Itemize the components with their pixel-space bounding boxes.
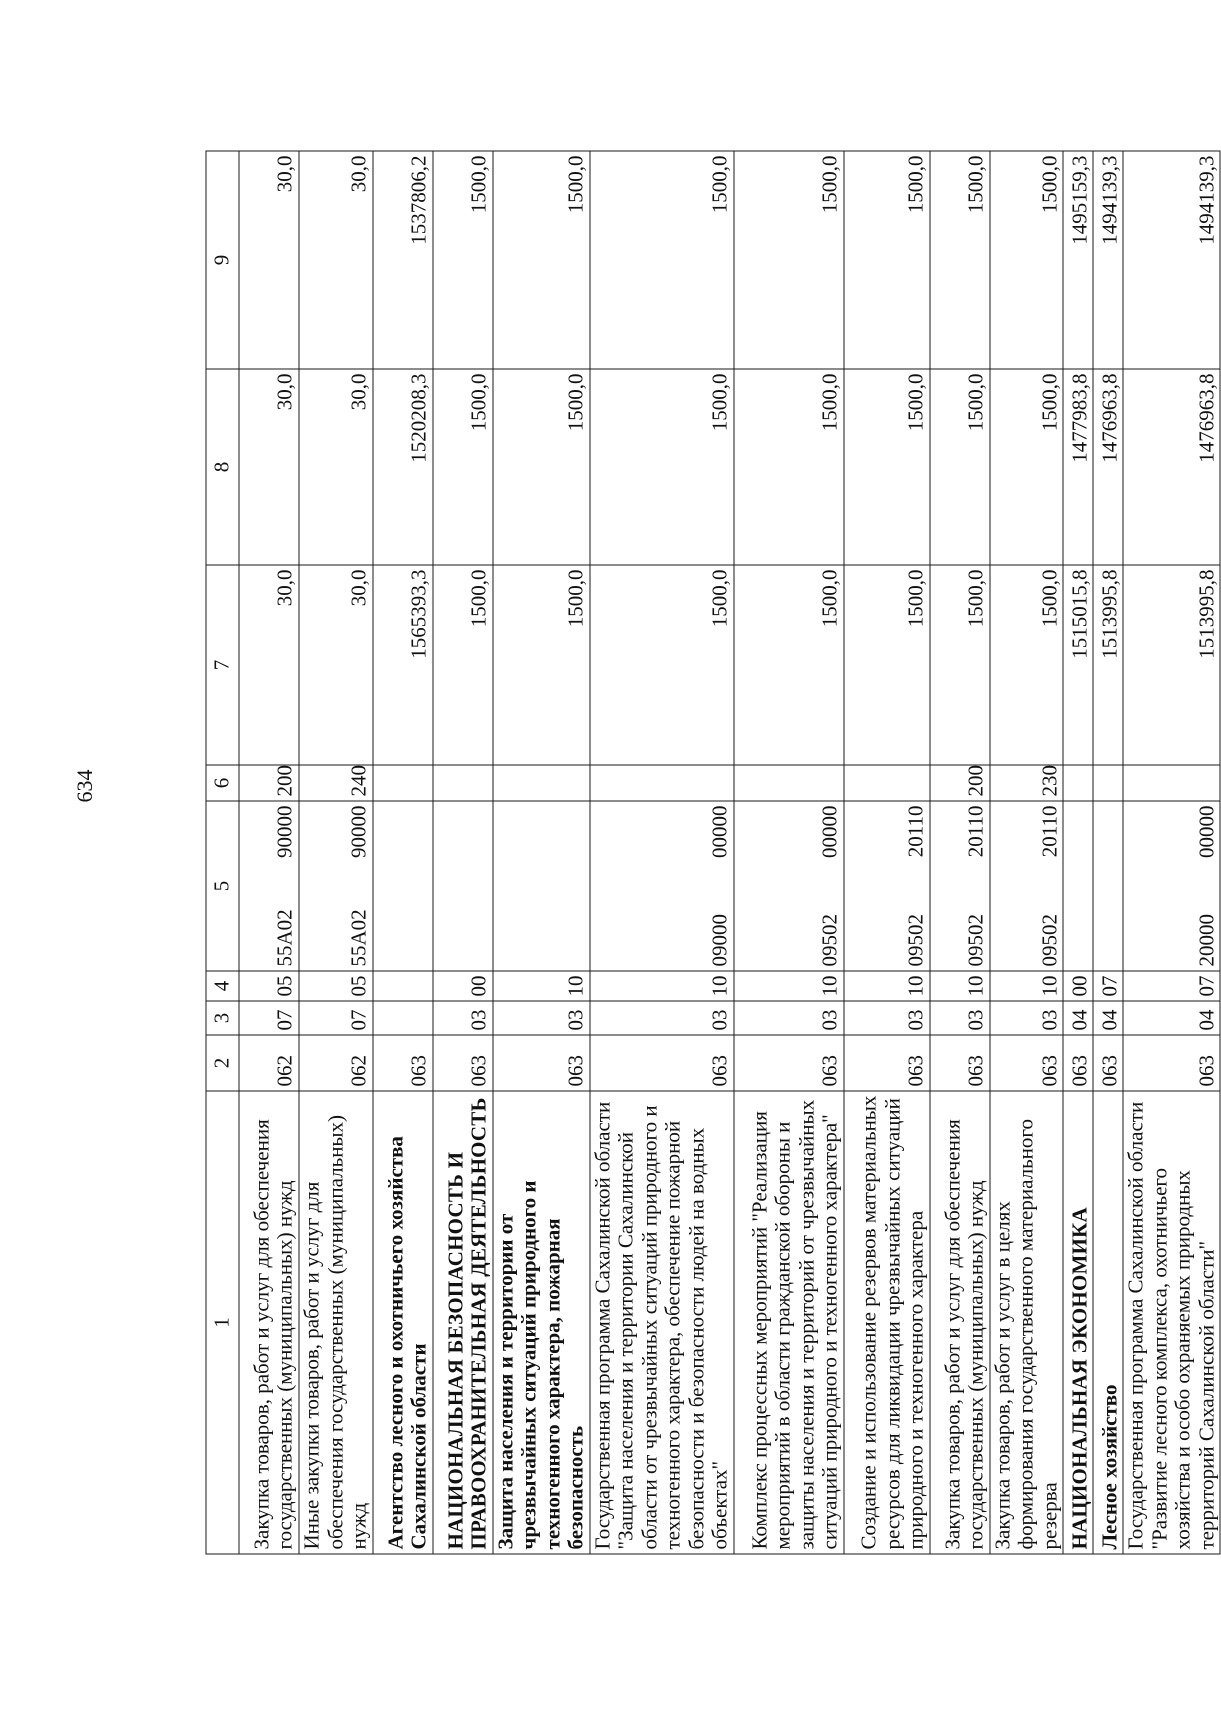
expense-type-cell xyxy=(373,765,433,801)
subsection-cell: 05 xyxy=(299,971,373,1001)
expense-type-cell xyxy=(844,765,930,801)
target-article-cell xyxy=(299,801,373,971)
page-number: 634 xyxy=(72,769,97,803)
subsection-cell: 10 xyxy=(493,971,590,1001)
ved-cell: 063 xyxy=(844,1035,930,1091)
section-cell: 04 xyxy=(1123,1001,1220,1035)
header-cell: 3 xyxy=(206,1001,239,1035)
subsection-cell: 07 xyxy=(1123,971,1220,1001)
target-article-cell xyxy=(1063,801,1093,971)
target-article-cell xyxy=(1123,801,1220,971)
target-article-direction: 90000 xyxy=(346,805,371,858)
row-name-cell: Комплекс процессных мероприятий "Реализация мероприятий в области гражданской обороны и защиты населения и территорий от чрезвычайных ситуаций природного и техногенного характера" xyxy=(734,1091,844,1554)
subsection-cell: 00 xyxy=(433,971,493,1001)
target-article-cell xyxy=(990,801,1064,971)
ved-cell: 063 xyxy=(1063,1035,1093,1091)
target-article-program: 09502 xyxy=(963,914,988,967)
section-cell: 03 xyxy=(493,1001,590,1035)
target-article-cell xyxy=(734,801,844,971)
amount-year3-cell: 1500,0 xyxy=(930,151,990,369)
target-article-direction: 20110 xyxy=(1037,805,1062,858)
ved-cell: 063 xyxy=(433,1035,493,1091)
ved-cell: 062 xyxy=(239,1035,299,1091)
target-article-cell xyxy=(239,801,299,971)
section-cell: 03 xyxy=(990,1001,1064,1035)
row-name-cell: Закупка товаров, работ и услуг для обеспечения государственных (муниципальных) нужд xyxy=(239,1091,299,1554)
row-name-cell: Лесное хозяйство xyxy=(1093,1091,1123,1554)
table-row xyxy=(590,151,734,1554)
header-cell: 7 xyxy=(206,565,239,765)
table-row xyxy=(493,151,590,1554)
table-row xyxy=(930,151,990,1554)
target-article-direction: 20110 xyxy=(903,805,928,858)
target-article-direction: 90000 xyxy=(272,805,297,858)
amount-year2-cell: 1500,0 xyxy=(590,369,734,565)
subsection-cell: 10 xyxy=(734,971,844,1001)
amount-year3-cell: 1494139,3 xyxy=(1093,151,1123,369)
row-name-cell: Закупка товаров, работ и услуг в целях формирования государственного материального резерва xyxy=(990,1091,1064,1554)
expense-type-cell xyxy=(734,765,844,801)
ved-cell: 063 xyxy=(373,1035,433,1091)
table-row xyxy=(990,151,1064,1554)
target-article-cell xyxy=(433,801,493,971)
ved-cell: 063 xyxy=(734,1035,844,1091)
amount-year2-cell: 1476963,8 xyxy=(1093,369,1123,565)
amount-year2-cell: 1500,0 xyxy=(433,369,493,565)
amount-year3-cell: 1495159,3 xyxy=(1063,151,1093,369)
subsection-cell: 00 xyxy=(1063,971,1093,1001)
ved-cell: 063 xyxy=(930,1035,990,1091)
subsection-cell: 10 xyxy=(990,971,1064,1001)
section-cell: 03 xyxy=(930,1001,990,1035)
subsection-cell: 10 xyxy=(590,971,734,1001)
expense-type-cell xyxy=(1093,765,1123,801)
amount-year1-cell: 30,0 xyxy=(299,565,373,765)
table-row xyxy=(373,151,433,1554)
amount-year1-cell: 1565393,3 xyxy=(373,565,433,765)
amount-year1-cell: 1513995,8 xyxy=(1093,565,1123,765)
amount-year2-cell: 1477983,8 xyxy=(1063,369,1093,565)
ved-cell: 063 xyxy=(590,1035,734,1091)
row-name-cell: Защита населения и территории от чрезвычайных ситуаций природного и техногенного характера, пожарная безопасность xyxy=(493,1091,590,1554)
target-article-cell xyxy=(844,801,930,971)
rotated-sheet xyxy=(206,152,1219,1555)
amount-year1-cell: 1500,0 xyxy=(990,565,1064,765)
amount-year1-cell: 1500,0 xyxy=(734,565,844,765)
target-article-program: 20000 xyxy=(1194,914,1219,967)
ved-cell: 063 xyxy=(1093,1035,1123,1091)
target-article-program: 55А02 xyxy=(272,909,297,967)
amount-year3-cell: 1500,0 xyxy=(844,151,930,369)
section-cell: 04 xyxy=(1093,1001,1123,1035)
table-row xyxy=(299,151,373,1554)
ved-cell: 063 xyxy=(1123,1035,1220,1091)
row-name-cell: Государственная программа Сахалинской области "Защита населения и территории Сахалинской области от чрезвычайных ситуаций природного и техногенного характера, обеспечение пожарной безопасности и безопасности людей на водных объектах" xyxy=(590,1091,734,1554)
target-article-cell xyxy=(373,801,433,971)
header-cell: 1 xyxy=(206,1091,239,1554)
expense-type-cell xyxy=(433,765,493,801)
amount-year3-cell: 1500,0 xyxy=(433,151,493,369)
subsection-cell: 10 xyxy=(930,971,990,1001)
amount-year3-cell: 30,0 xyxy=(299,151,373,369)
subsection-cell: 07 xyxy=(1093,971,1123,1001)
amount-year3-cell: 1537806,2 xyxy=(373,151,433,369)
ved-cell: 062 xyxy=(299,1035,373,1091)
amount-year2-cell: 1476963,8 xyxy=(1123,369,1220,565)
table-row xyxy=(734,151,844,1554)
subsection-cell: 05 xyxy=(239,971,299,1001)
section-cell: 03 xyxy=(590,1001,734,1035)
target-article-cell xyxy=(1093,801,1123,971)
row-name-cell: Иные закупки товаров, работ и услуг для обеспечения государственных (муниципальных) нужд xyxy=(299,1091,373,1554)
header-cell: 5 xyxy=(206,801,239,971)
header-row xyxy=(206,151,239,1554)
ved-cell: 063 xyxy=(493,1035,590,1091)
row-name-cell: Агентство лесного и охотничьего хозяйства Сахалинской области xyxy=(373,1091,433,1554)
section-cell: 04 xyxy=(1063,1001,1093,1035)
amount-year1-cell: 1515015,8 xyxy=(1063,565,1093,765)
amount-year1-cell: 1513995,8 xyxy=(1123,565,1220,765)
target-article-program: 09502 xyxy=(817,914,842,967)
expense-type-cell: 230 xyxy=(990,765,1064,801)
target-article-program: 09502 xyxy=(1037,914,1062,967)
expense-type-cell xyxy=(1063,765,1093,801)
amount-year3-cell: 30,0 xyxy=(239,151,299,369)
expense-type-cell xyxy=(493,765,590,801)
header-cell: 4 xyxy=(206,971,239,1001)
amount-year2-cell: 1500,0 xyxy=(930,369,990,565)
subsection-cell: 10 xyxy=(844,971,930,1001)
expense-type-cell xyxy=(1123,765,1220,801)
section-cell: 03 xyxy=(734,1001,844,1035)
amount-year1-cell: 1500,0 xyxy=(844,565,930,765)
target-article-program: 09502 xyxy=(903,914,928,967)
target-article-direction: 00000 xyxy=(707,805,732,858)
amount-year1-cell: 1500,0 xyxy=(930,565,990,765)
amount-year2-cell: 30,0 xyxy=(299,369,373,565)
target-article-direction: 00000 xyxy=(817,805,842,858)
ved-cell: 063 xyxy=(990,1035,1064,1091)
amount-year2-cell: 1500,0 xyxy=(493,369,590,565)
amount-year3-cell: 1494139,3 xyxy=(1123,151,1220,369)
amount-year2-cell: 1500,0 xyxy=(734,369,844,565)
target-article-program: 55А02 xyxy=(346,909,371,967)
row-name-cell: Государственная программа Сахалинской области "Развитие лесного комплекса, охотничьего хозяйства и особо охраняемых природных территорий Сахалинской области" xyxy=(1123,1091,1220,1554)
amount-year3-cell: 1500,0 xyxy=(590,151,734,369)
row-name-cell: НАЦИОНАЛЬНАЯ БЕЗОПАСНОСТЬ И ПРАВООХРАНИТЕЛЬНАЯ ДЕЯТЕЛЬНОСТЬ xyxy=(433,1091,493,1554)
expense-type-cell xyxy=(590,765,734,801)
target-article-direction: 20110 xyxy=(963,805,988,858)
section-cell xyxy=(373,1001,433,1035)
amount-year1-cell: 1500,0 xyxy=(433,565,493,765)
amount-year2-cell: 1500,0 xyxy=(990,369,1064,565)
expense-type-cell: 200 xyxy=(239,765,299,801)
row-name-cell: Создание и использование резервов материальных ресурсов для ликвидации чрезвычайных ситуаций природного и техногенного характера xyxy=(844,1091,930,1554)
target-article-cell xyxy=(493,801,590,971)
expense-type-cell: 200 xyxy=(930,765,990,801)
amount-year3-cell: 1500,0 xyxy=(734,151,844,369)
row-name-cell: Закупка товаров, работ и услуг для обеспечения государственных (муниципальных) нужд xyxy=(930,1091,990,1554)
amount-year1-cell: 1500,0 xyxy=(590,565,734,765)
target-article-direction: 00000 xyxy=(1194,805,1219,858)
amount-year1-cell: 30,0 xyxy=(239,565,299,765)
header-cell: 6 xyxy=(206,765,239,801)
header-cell: 8 xyxy=(206,369,239,565)
amount-year2-cell: 1520208,3 xyxy=(373,369,433,565)
table-row xyxy=(1093,151,1123,1554)
amount-year2-cell: 1500,0 xyxy=(844,369,930,565)
table-row xyxy=(239,151,299,1554)
amount-year1-cell: 1500,0 xyxy=(493,565,590,765)
header-cell: 2 xyxy=(206,1035,239,1091)
table-row xyxy=(1063,151,1093,1554)
budget-table xyxy=(206,151,1221,1555)
section-cell: 03 xyxy=(433,1001,493,1035)
row-name-cell: НАЦИОНАЛЬНАЯ ЭКОНОМИКА xyxy=(1063,1091,1093,1554)
amount-year2-cell: 30,0 xyxy=(239,369,299,565)
subsection-cell xyxy=(373,971,433,1001)
amount-year3-cell: 1500,0 xyxy=(493,151,590,369)
table-row xyxy=(844,151,930,1554)
section-cell: 03 xyxy=(844,1001,930,1035)
target-article-cell xyxy=(930,801,990,971)
target-article-program: 09000 xyxy=(707,914,732,967)
section-cell: 07 xyxy=(239,1001,299,1035)
amount-year3-cell: 1500,0 xyxy=(990,151,1064,369)
header-cell: 9 xyxy=(206,151,239,369)
section-cell: 07 xyxy=(299,1001,373,1035)
expense-type-cell: 240 xyxy=(299,765,373,801)
table-row xyxy=(1123,151,1220,1554)
table-row xyxy=(433,151,493,1554)
target-article-cell xyxy=(590,801,734,971)
